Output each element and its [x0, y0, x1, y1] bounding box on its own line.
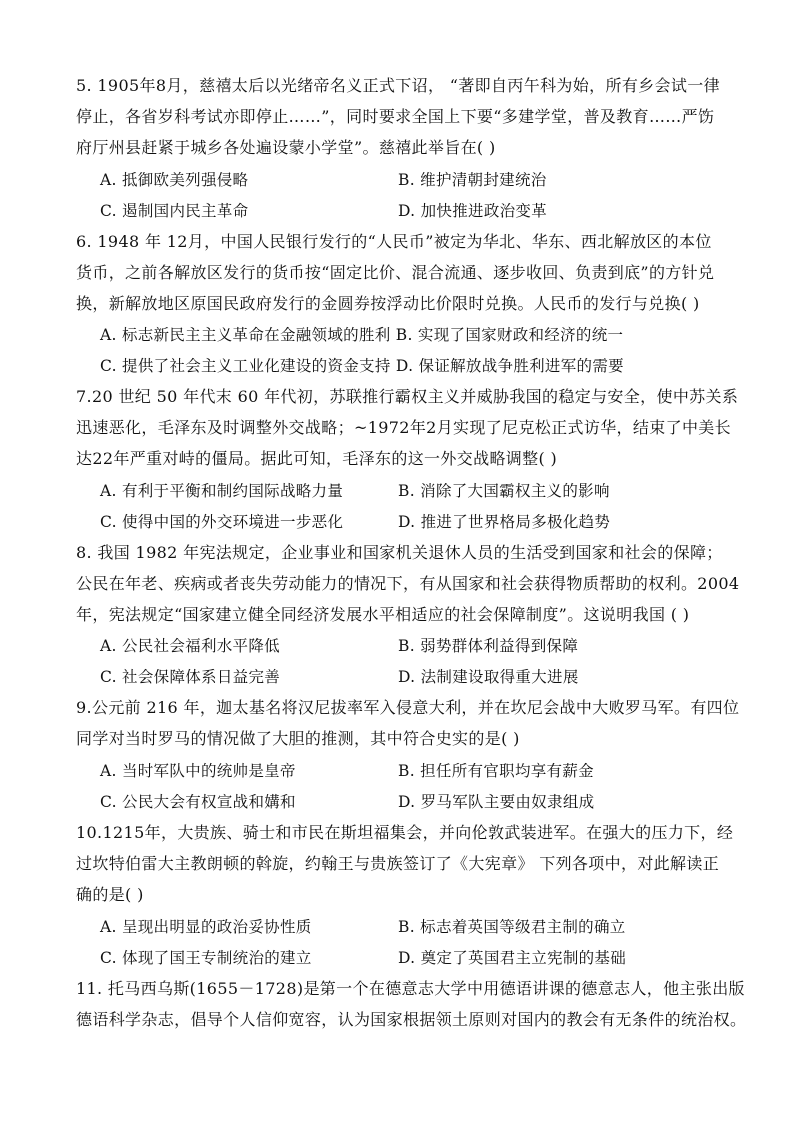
q6-stem-line-1: 6. 1948 年 12月，中国人民银行发行的“人民币”被定为华北、华东、西北解放区的本位	[76, 232, 712, 251]
q10-option-b[interactable]: B. 标志着英国等级君主制的确立	[398, 918, 626, 936]
q7-option-d[interactable]: D. 推进了世界格局多极化趋势	[398, 513, 611, 531]
q8-stem-line-1: 8. 我国 1982 年宪法规定，企业事业和国家机关退休人员的生活受到国家和社会的保障；	[76, 543, 723, 562]
q8-option-d[interactable]: D. 法制建设取得重大进展	[398, 668, 579, 686]
q9-option-b[interactable]: B. 担任所有官职均享有薪金	[398, 762, 594, 780]
q10-option-c[interactable]: C. 体现了国王专制统治的建立	[100, 949, 312, 967]
q7-option-a[interactable]: A. 有利于平衡和制约国际战略力量	[100, 482, 344, 500]
q9-option-c[interactable]: C. 公民大会有权宣战和媾和	[100, 793, 296, 811]
q5-option-b[interactable]: B. 维护清朝封建统治	[398, 171, 547, 189]
q7-option-c[interactable]: C. 使得中国的外交环境进一步恶化	[100, 513, 344, 531]
q6-stem-line-3: 换，新解放地区原国民政府发行的金圆券按浮动比价限时兑换。人民币的发行与兑换( )	[76, 294, 700, 313]
q8-stem-line-2: 公民在年老、疾病或者丧失劳动能力的情况下，有从国家和社会获得物质帮助的权利。2004	[76, 574, 740, 593]
q7-option-b[interactable]: B. 消除了大国霸权主义的影响	[398, 482, 610, 500]
q8-stem-line-3: 年，宪法规定“国家建立健全同经济发展水平相适应的社会保障制度”。这说明我国 ( )	[76, 605, 690, 624]
q5-option-c[interactable]: C. 遏制国内民主革命	[100, 202, 249, 220]
q6-option-c-d[interactable]: C. 提供了社会主义工业化建设的资金支持 D. 保证解放战争胜利进军的需要	[100, 357, 624, 375]
q5-stem-line-3: 府厅州县赶紧于城乡各处遍设蒙小学堂”。慈禧此举旨在( )	[76, 138, 496, 157]
q5-option-d[interactable]: D. 加快推进政治变革	[398, 202, 548, 220]
q6-option-a-b[interactable]: A. 标志新民主主义革命在金融领域的胜利 B. 实现了国家财政和经济的统一	[100, 326, 624, 344]
q10-stem-line-3: 确的是( )	[76, 885, 144, 904]
q5-option-a[interactable]: A. 抵御欧美列强侵略	[100, 171, 249, 189]
q9-option-d[interactable]: D. 罗马军队主要由奴隶组成	[398, 793, 595, 811]
q9-stem-line-1: 9.公元前 216 年，迦太基名将汉尼拔率军入侵意大利，并在坎尼会战中大败罗马军。有四位	[76, 698, 740, 717]
q10-stem-line-2: 过坎特伯雷大主教朗顿的斡旋，约翰王与贵族签订了《大宪章》 下列各项中，对此解读正	[76, 854, 720, 873]
q10-stem-line-1: 10.1215年，大贵族、骑士和市民在斯坦福集会，并向伦敦武装进军。在强大的压力下，经	[76, 823, 734, 842]
q8-option-c[interactable]: C. 社会保障体系日益完善	[100, 668, 281, 686]
q5-stem-line-2: 停止，各省岁科考试亦即停止……”，同时要求全国上下要“多建学堂，普及教育……严饬	[76, 107, 715, 126]
q9-option-a[interactable]: A. 当时军队中的统帅是皇帝	[100, 762, 296, 780]
q6-stem-line-2: 货币，之前各解放区发行的货币按“固定比价、混合流通、逐步收回、负责到底”的方针兑	[76, 263, 715, 282]
q11-stem-line-2: 德语科学杂志，倡导个人信仰宽容，认为国家根据领土原则对国内的教会有无条件的统治权。	[76, 1010, 747, 1029]
q8-option-b[interactable]: B. 弱势群体利益得到保障	[398, 637, 579, 655]
q7-stem-line-1: 7.20 世纪 50 年代末 60 年代初，苏联推行霸权主义并威胁我国的稳定与安全，使中苏关系	[76, 387, 739, 406]
q7-stem-line-2: 迅速恶化，毛泽东及时调整外交战略；~1972年2月实现了尼克松正式访华，结束了中美长	[76, 418, 732, 437]
q10-option-a[interactable]: A. 呈现出明显的政治妥协性质	[100, 918, 312, 936]
q9-stem-line-2: 同学对当时罗马的情况做了大胆的推测，其中符合史实的是( )	[76, 729, 520, 748]
q10-option-d[interactable]: D. 奠定了英国君主立宪制的基础	[398, 949, 627, 967]
q11-stem-line-1: 11. 托马西乌斯(1655－1728)是第一个在德意志大学中用德语讲课的德意志人，他主张出版	[76, 979, 745, 998]
q7-stem-line-3: 达22年严重对峙的僵局。据此可知，毛泽东的这一外交战略调整( )	[76, 449, 558, 468]
q8-option-a[interactable]: A. 公民社会福利水平降低	[100, 637, 280, 655]
q5-stem-line-1: 5. 1905年8月，慈禧太后以光绪帝名义正式下诏， “著即自丙午科为始，所有乡会试一律	[76, 76, 720, 95]
